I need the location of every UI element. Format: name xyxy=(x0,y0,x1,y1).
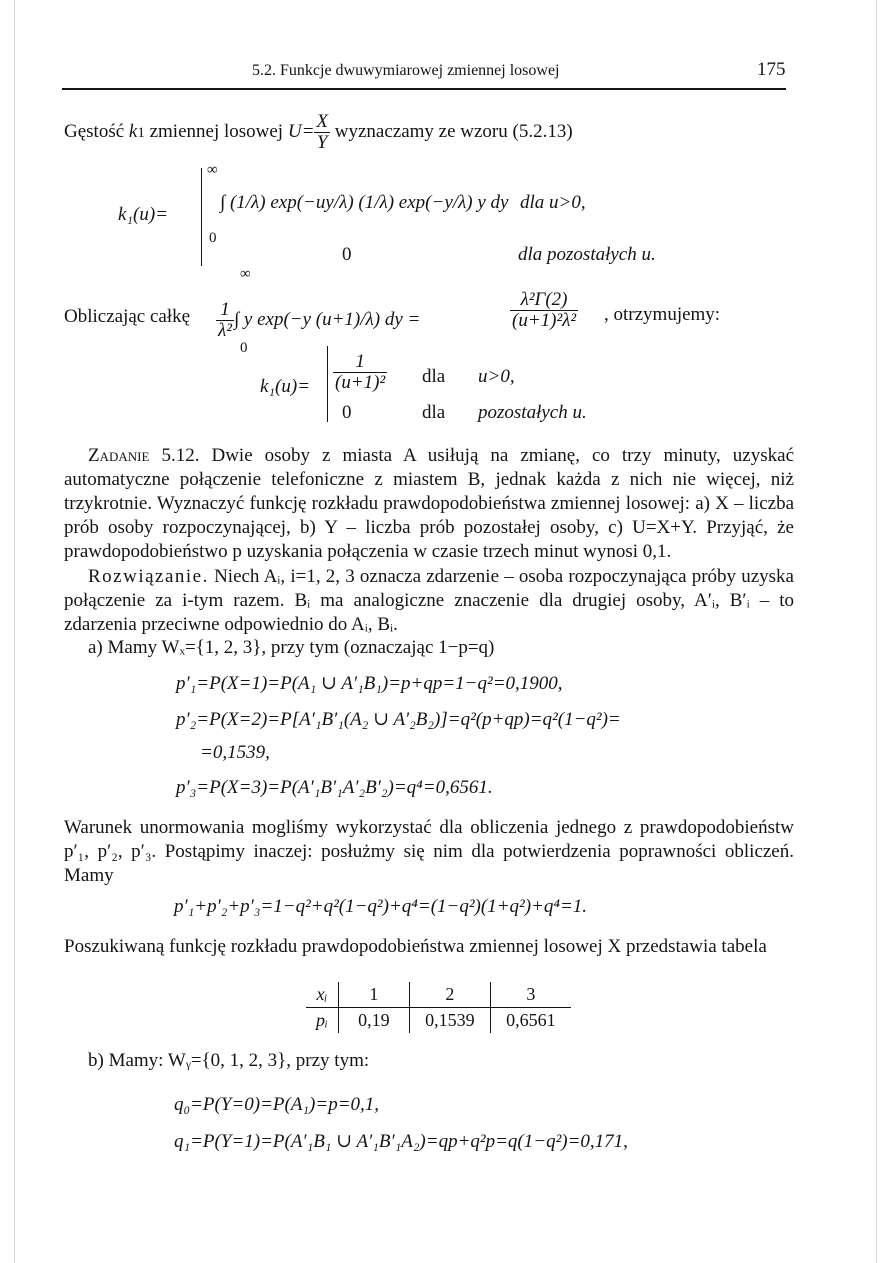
table-row xyxy=(306,1008,571,1034)
table-cell: 0,19 xyxy=(338,1008,409,1034)
formula2-cond1-dla: dla xyxy=(422,366,446,387)
part-a-line: a) Mamy Wₓ={1, 2, 3}, przy tym (oznaczając 1−p=q) xyxy=(88,637,495,658)
table-row-label: xᵢ xyxy=(306,982,338,1008)
eq-p2: p′₂=P(X=2)=P[A′₁B′₁(A₂ ∪ A′₂B₂)]=q²(p+qp)=q²(1−q²)= xyxy=(176,709,621,730)
page-number: 175 xyxy=(757,59,786,80)
table-row-label: pᵢ xyxy=(306,1008,338,1034)
intro-line: Gęstość k1 zmiennej losowej U= $\frac{X}{Y}$ wyznaczamy ze wzoru (5.2.13) xyxy=(64,111,573,153)
table-cell: 2 xyxy=(409,982,490,1008)
formula1-zero: 0 xyxy=(342,244,352,265)
formula2-cond1: u>0, xyxy=(478,366,515,387)
formula1-cond2: dla pozostałych u. xyxy=(518,244,656,265)
page-edge-right xyxy=(876,0,877,1263)
eq-p3: p′₃=P(X=3)=P(A′₁B′₁A′₂B′₂)=q⁴=0,6561. xyxy=(176,777,493,798)
header-rule xyxy=(62,88,786,90)
solution-label: Rozwiązanie. xyxy=(88,566,209,587)
section-title: 5.2. Funkcje dwuwymiarowej zmiennej losowej xyxy=(252,62,560,79)
solution-text: Niech Aᵢ, i=1, 2, 3 oznacza zdarzenie – osoba rozpoczynająca próby uzyska połączenie za i-tym razem. Bᵢ ma analogiczne znaczenie dla drugiej osoby, A′ᵢ, B′ᵢ – to zdarzenia przeciwne odpowiednio do Aᵢ, Bᵢ. xyxy=(64,566,794,635)
eq-p1: p′₁=P(X=1)=P(A₁ ∪ A′₁B₁)=p+qp=1−q²=0,1900, xyxy=(176,673,563,694)
part-b-line: b) Mamy: Wᵧ={0, 1, 2, 3}, przy tym: xyxy=(88,1050,370,1071)
integral-line-after: , otrzymujemy: xyxy=(604,304,721,325)
task-label: Zadanie 5.12. xyxy=(88,445,200,466)
normalization-equation: p′₁+p′₂+p′₃=1−q²+q²(1−q²)+q⁴=(1−q²)(1+q²)+q⁴=1. xyxy=(174,896,588,917)
integral-rhs: $\frac{\text{λ²Γ(2)}}{\text{(u+1)²λ²}}$ xyxy=(512,289,577,331)
normalization-paragraph: Warunek unormowania mogliśmy wykorzystać dla obliczenia jednego z prawdopodobieństw p′₁, p′₂, p′₃. Postąpimy inaczej: posłużmy się nim dla potwierdzenia poprawności obliczeń. Mamy xyxy=(64,817,794,886)
formula1-brace xyxy=(201,168,202,266)
page-edge-left xyxy=(14,0,15,1263)
formula1-integrand: ∫ (1/λ) exp(−uy/λ) (1/λ) exp(−y/λ) y dy xyxy=(220,192,509,213)
formula1-cond1: dla u>0, xyxy=(520,192,586,213)
table-intro: Poszukiwaną funkcję rozkładu prawdopodobieństwa zmiennej losowej X przedstawia tabela xyxy=(64,936,767,957)
integral-expression: $\frac{1}{\text{λ²}}$ ∫ y exp(−y (u+1)/λ) dy = xyxy=(218,299,421,341)
integral-upper-limit: ∞ xyxy=(240,266,251,282)
distribution-table xyxy=(306,982,571,1033)
eq-q1: q₁=P(Y=1)=P(A′₁B₁ ∪ A′₁B′₁A₂)=qp+q²p=q(1−q²)=0,171, xyxy=(174,1131,628,1152)
eq-q0: q₀=P(Y=0)=P(A₁)=p=0,1, xyxy=(174,1094,380,1115)
integral-lower-limit: 0 xyxy=(240,340,248,356)
table-row xyxy=(306,982,571,1008)
formula2-cond2: pozostałych u. xyxy=(478,402,587,423)
eq-p2-cont: =0,1539, xyxy=(200,742,270,763)
task-paragraph xyxy=(64,444,794,564)
formula2-zero: 0 xyxy=(342,402,352,423)
formula2-cond2-dla: dla xyxy=(422,402,446,423)
integral-line-text: Obliczając całkę xyxy=(64,306,191,327)
formula1-lhs: k₁(u)= xyxy=(118,204,169,225)
table-cell: 1 xyxy=(338,982,409,1008)
formula2-fraction: $\frac{1}{\text{(u+1)²}}$ xyxy=(335,351,386,393)
formula1-lower-limit: 0 xyxy=(209,230,217,246)
table-cell: 0,1539 xyxy=(409,1008,490,1034)
formula2-lhs: k₁(u)= xyxy=(260,376,311,397)
task-text: Dwie osoby z miasta A usiłują na zmianę, co trzy minuty, uzyskać automatyczne połączenie telefoniczne z miastem B, jednak każda z nich nie więcej, niż trzykrotnie. Wyznaczyć funkcję rozkładu prawdopodobieństwa zmiennej losowej: a) X – liczba prób osoby rozpoczynającej, b) Y – liczba prób pozostałej osoby, c) U=X+Y. Przyjąć, że prawdopodobieństwo p uzyskania połączenia w czasie trzech minut wynosi 0,1. xyxy=(64,445,794,562)
table-cell: 3 xyxy=(490,982,571,1008)
solution-paragraph xyxy=(64,565,794,637)
table-cell: 0,6561 xyxy=(506,1010,556,1030)
formula2-brace xyxy=(327,346,328,422)
formula1-upper-limit: ∞ xyxy=(207,162,218,178)
